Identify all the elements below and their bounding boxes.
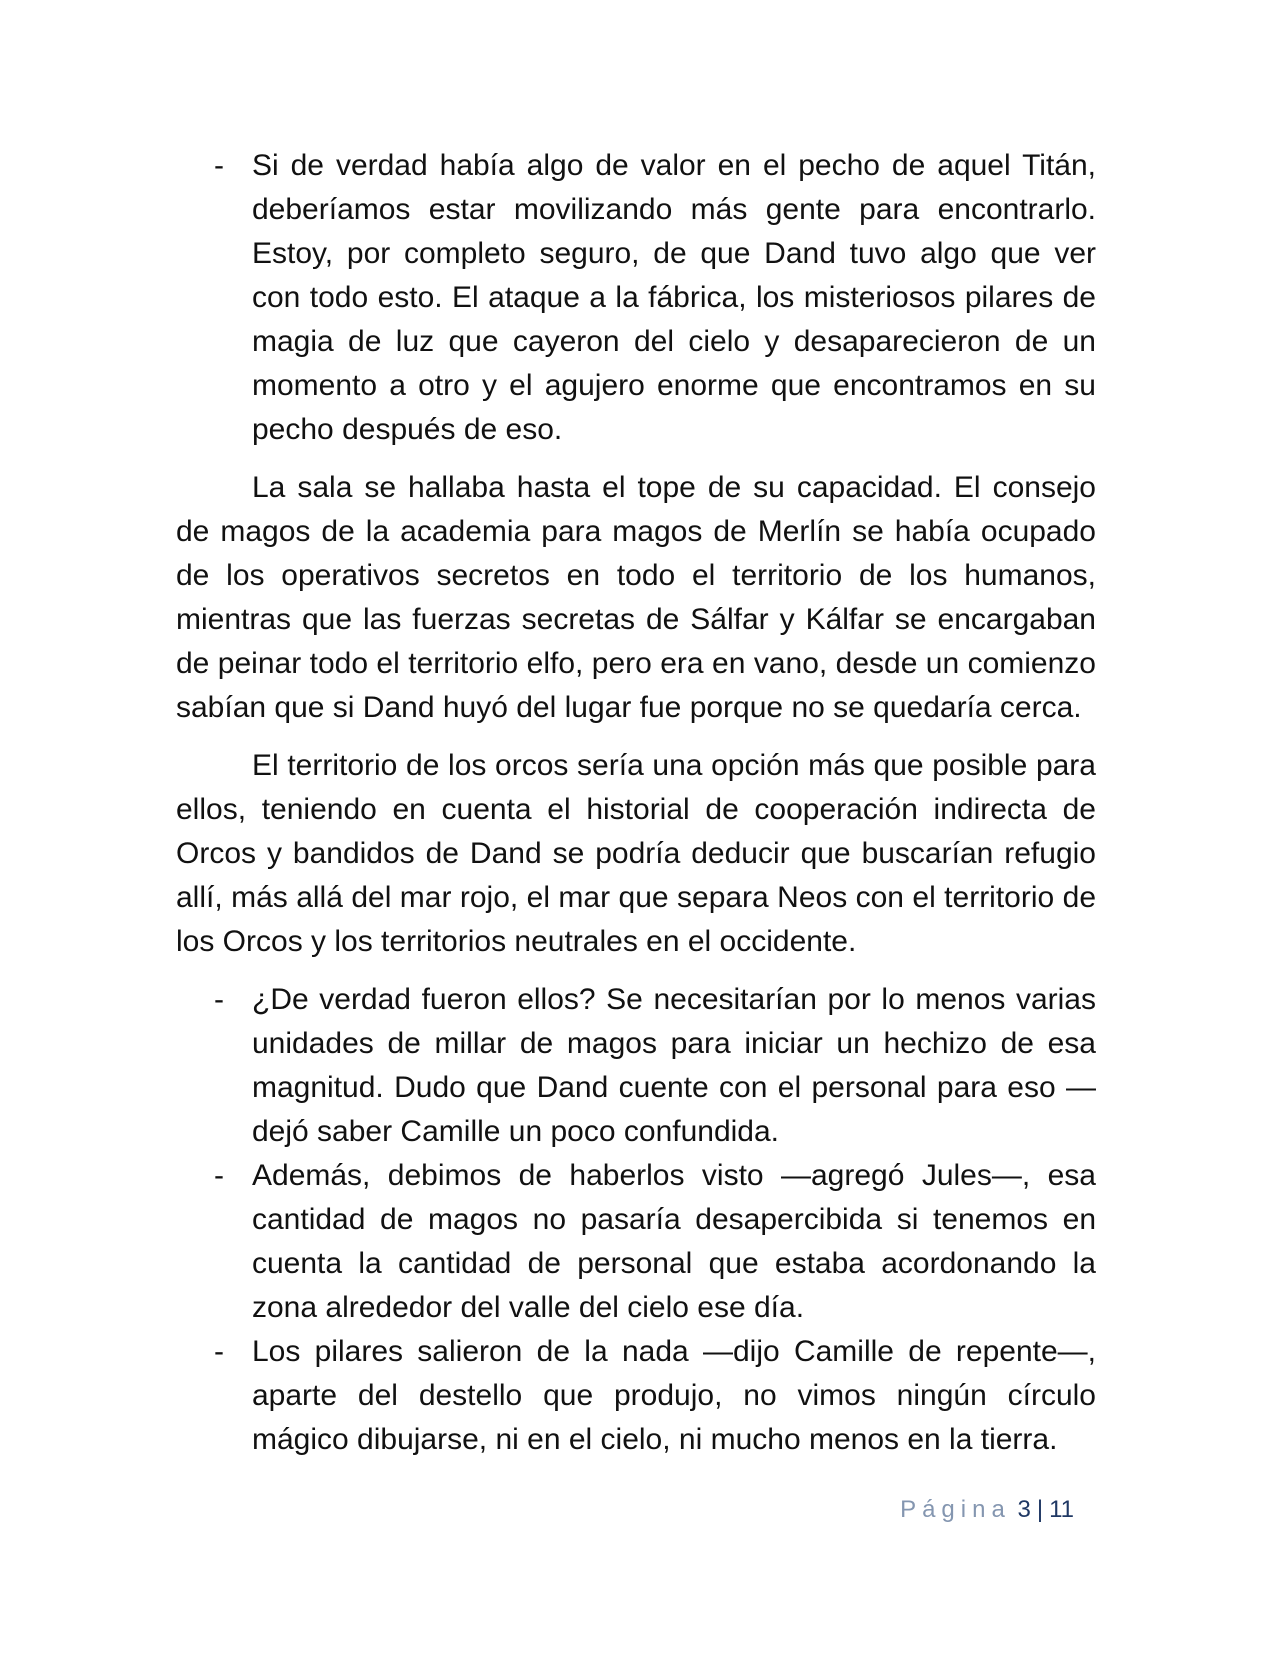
dialogue-dash: - xyxy=(214,1335,224,1368)
dialogue-dash: - xyxy=(214,983,224,1016)
page-body xyxy=(176,144,1096,1462)
page-separator: | xyxy=(1036,1496,1044,1523)
dialogue-line xyxy=(176,144,1096,452)
dialogue-dash: - xyxy=(214,1159,224,1192)
dialogue-line xyxy=(176,1330,1096,1462)
narrative-paragraph: La sala se hallaba hasta el tope de su capacidad. El consejo de magos de la academia para magos de Merlín se había ocupado de los operativos secretos en todo el territorio de los humanos, mientras que las fuerzas secretas de Sálfar y Kálfar se encargaban de peinar todo el territorio elfo, pero era en vano, desde un comienzo sabían que si Dand huyó del lugar fue porque no se quedaría cerca. xyxy=(176,471,1096,724)
page-number: 3 xyxy=(1017,1496,1031,1523)
total-pages: 11 xyxy=(1049,1496,1074,1523)
dialogue-line xyxy=(176,1154,1096,1330)
page-label: Página xyxy=(900,1496,1011,1523)
page-footer xyxy=(900,1496,1074,1524)
narrative-paragraph: El territorio de los orcos sería una opción más que posible para ellos, teniendo en cuenta el historial de cooperación indirecta de Orcos y bandidos de Dand se podría deducir que buscarían refugio allí, más allá del mar rojo, el mar que separa Neos con el territorio de los Orcos y los territorios neutrales en el occidente. xyxy=(176,749,1096,958)
dialogue-dash: - xyxy=(214,149,224,182)
dialogue-text: Si de verdad había algo de valor en el pecho de aquel Titán, deberíamos estar movilizando más gente para encontrarlo. Estoy, por completo seguro, de que Dand tuvo algo que ver con todo esto. El ataque a la fábrica, los misteriosos pilares de magia de luz que cayeron del cielo y desaparecieron de un momento a otro y el agujero enorme que encontramos en su pecho después de eso. xyxy=(252,149,1096,446)
dialogue-text: ¿De verdad fueron ellos? Se necesitarían por lo menos varias unidades de millar de magos para iniciar un hechizo de esa magnitud. Dudo que Dand cuente con el personal para eso —dejó saber Camille un poco confundida. xyxy=(252,983,1096,1148)
dialogue-text: Además, debimos de haberlos visto —agregó Jules—, esa cantidad de magos no pasaría desapercibida si tenemos en cuenta la cantidad de personal que estaba acordonando la zona alrededor del valle del cielo ese día. xyxy=(252,1159,1096,1324)
dialogue-text: Los pilares salieron de la nada —dijo Camille de repente—, aparte del destello que produjo, no vimos ningún círculo mágico dibujarse, ni en el cielo, ni mucho menos en la tierra. xyxy=(252,1335,1096,1456)
dialogue-line xyxy=(176,978,1096,1154)
